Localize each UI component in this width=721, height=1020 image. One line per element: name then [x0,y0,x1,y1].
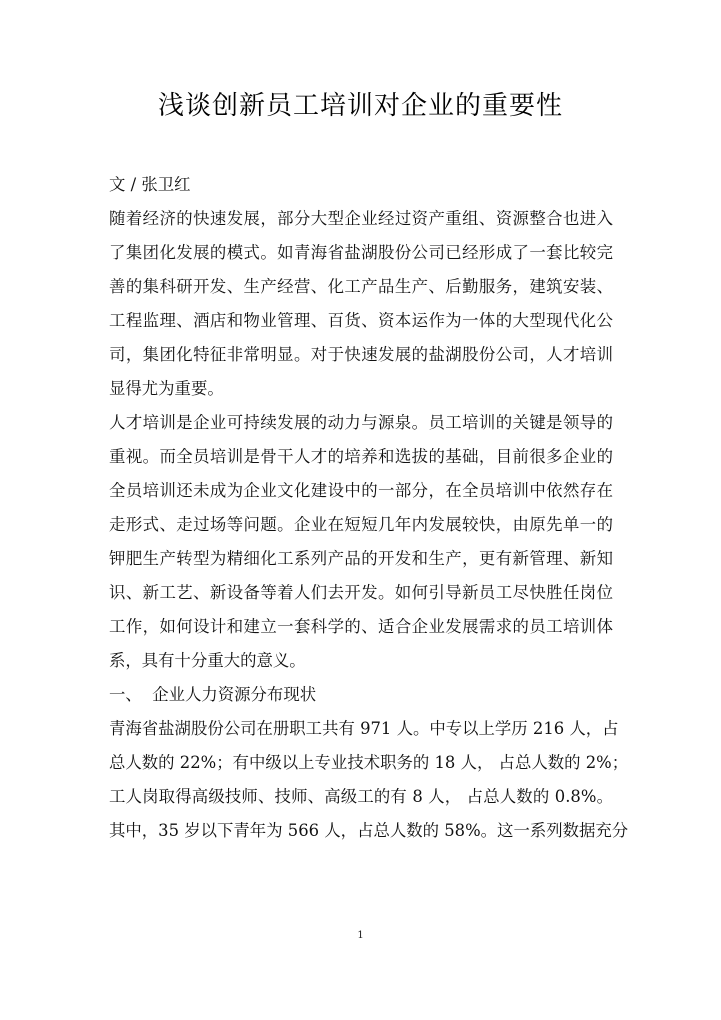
paragraph-2-line-5: 钾肥生产转型为精细化工系列产品的开发和生产，更有新管理、新知 [109,549,613,568]
paragraph-1-line-6: 显得尤为重要。 [109,379,224,398]
paragraph-2-line-6: 识、新工艺、新设备等着人们去开发。如何引导新员工尽快胜任岗位 [109,583,613,602]
paragraph-2-line-2: 重视。而全员培训是骨干人才的培养和选拔的基础，目前很多企业的 [109,447,613,466]
section-heading: 一、 企业人力资源分布现状 [109,685,317,704]
paragraph-2-line-3: 全员培训还未成为企业文化建设中的一部分，在全员培训中依然存在 [109,481,613,500]
paragraph-1-line-2: 了集团化发展的模式。如青海省盐湖股份公司已经形成了一套比较完 [109,243,613,262]
section-paragraph-line-2: 总人数的 22%；有中级以上专业技术职务的 18 人， 占总人数的 2%； [109,753,629,772]
paragraph-1-line-4: 工程监理、酒店和物业管理、百货、资本运作为一体的大型现代化公 [109,311,613,330]
byline: 文 / 张卫红 [109,175,191,194]
document-body [109,168,629,848]
document-title: 浅谈创新员工培训对企业的重要性 [157,91,563,121]
section-paragraph-line-4: 其中，35 岁以下青年为 566 人，占总人数的 58%。这一系列数据充分 [109,821,629,840]
section-paragraph-line-3: 工人岗取得高级技师、技师、高级工的有 8 人， 占总人数的 0.8%。 [109,787,613,806]
paragraph-1-line-5: 司，集团化特征非常明显。对于快速发展的盐湖股份公司，人才培训 [109,345,613,364]
paragraph-1-line-1: 随着经济的快速发展，部分大型企业经过资产重组、资源整合也进入 [109,209,613,228]
paragraph-1-line-3: 善的集科研开发、生产经营、化工产品生产、后勤服务，建筑安装、 [109,277,613,296]
paragraph-2-line-1: 人才培训是企业可持续发展的动力与源泉。员工培训的关键是领导的 [109,413,613,432]
paragraph-2-line-7: 工作，如何设计和建立一套科学的、适合企业发展需求的员工培训体 [109,617,613,636]
paragraph-2-line-4: 走形式、走过场等问题。企业在短短几年内发展较快，由原先单一的 [109,515,613,534]
paragraph-2-line-8: 系，具有十分重大的意义。 [109,651,306,670]
page-number: 1 [357,930,364,941]
section-paragraph-line-1: 青海省盐湖股份公司在册职工共有 971 人。中专以上学历 216 人，占 [109,719,619,738]
